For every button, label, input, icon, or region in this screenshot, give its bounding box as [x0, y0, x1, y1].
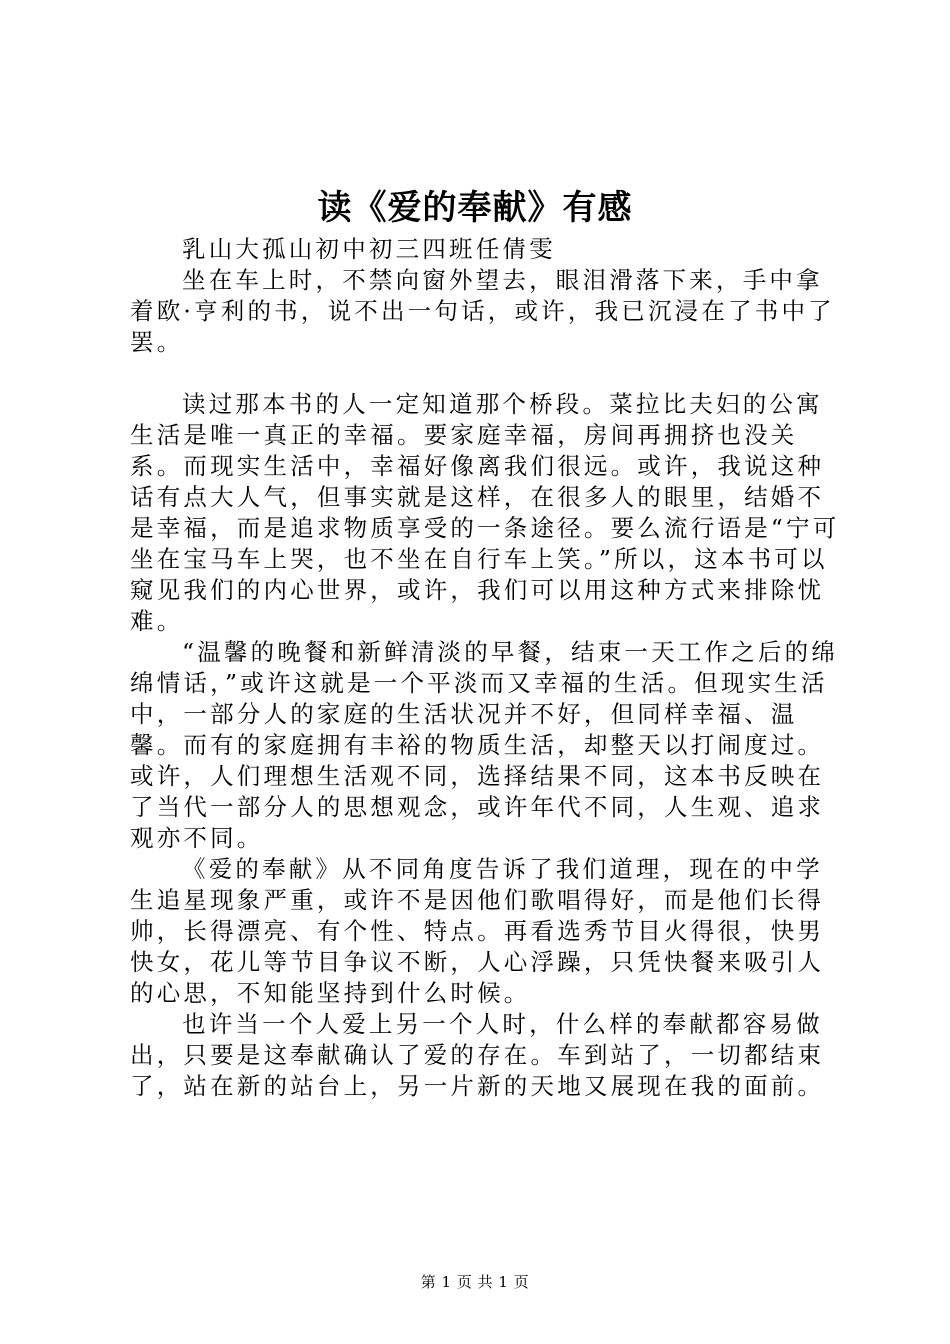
author-text: 乳山大孤山初中初三四班任倩雯 — [182, 235, 556, 263]
document-title: 读《爱的奉献》有感 — [317, 188, 633, 228]
document-body — [130, 234, 840, 1102]
paragraph-4: 《爱的奉献》从不同角度告诉了我们道理，现在的中学生追星现象严重，或许不是因他们歌唱得好，而是他们长得帅，长得漂亮、有个性、特点。再看选秀节目火得很，快男快女，花儿等节目争议不断，人心浮躁，只凭快餐来吸引人的心思，不知能坚持到什么时候。 — [130, 855, 825, 1007]
paragraph-2: 读过那本书的人一定知道那个桥段。菜拉比夫妇的公寓生活是唯一真正的幸福。要家庭幸福，房间再拥挤也没关系。而现实生活中，幸福好像离我们很远。或许，我说这种话有点大人气，但事实就是这样，在很多人的眼里，结婚不是幸福，而是追求物质享受的一条途径。要么流行语是“宁可坐在宝马车上哭，也不坐在自行车上笑。”所以，这本书可以窥见我们的内心世界，或许，我们可以用这种方式来排除忧难。 — [130, 390, 840, 635]
author-line — [130, 234, 840, 265]
paragraph-5: 也许当一个人爱上另一个人时，什么样的奉献都容易做出，只要是这奉献确认了爱的存在。车到站了，一切都结束了，站在新的站台上，另一片新的天地又展现在我的面前。 — [130, 1010, 825, 1100]
page-footer: 第 1 页 共 1 页 — [420, 1273, 530, 1291]
paragraph-3: “温馨的晚餐和新鲜清淡的早餐，结束一天工作之后的绵绵情话，”或许这就是一个平淡而又幸福的生活。但现实生活中，一部分人的家庭的生活状况并不好，但同样幸福、温馨。而有的家庭拥有丰裕的物质生活，却整天以打闹度过。或许，人们理想生活观不同，选择结果不同，这本书反映在了当代一部分人的思想观念，或许年代不同，人生观、追求观亦不同。 — [130, 638, 839, 852]
paragraph-1: 坐在车上时，不禁向窗外望去，眼泪滑落下来，手中拿着欧·亨利的书，说不出一句话，或许，我已沉浸在了书中了罢。 — [130, 266, 835, 356]
